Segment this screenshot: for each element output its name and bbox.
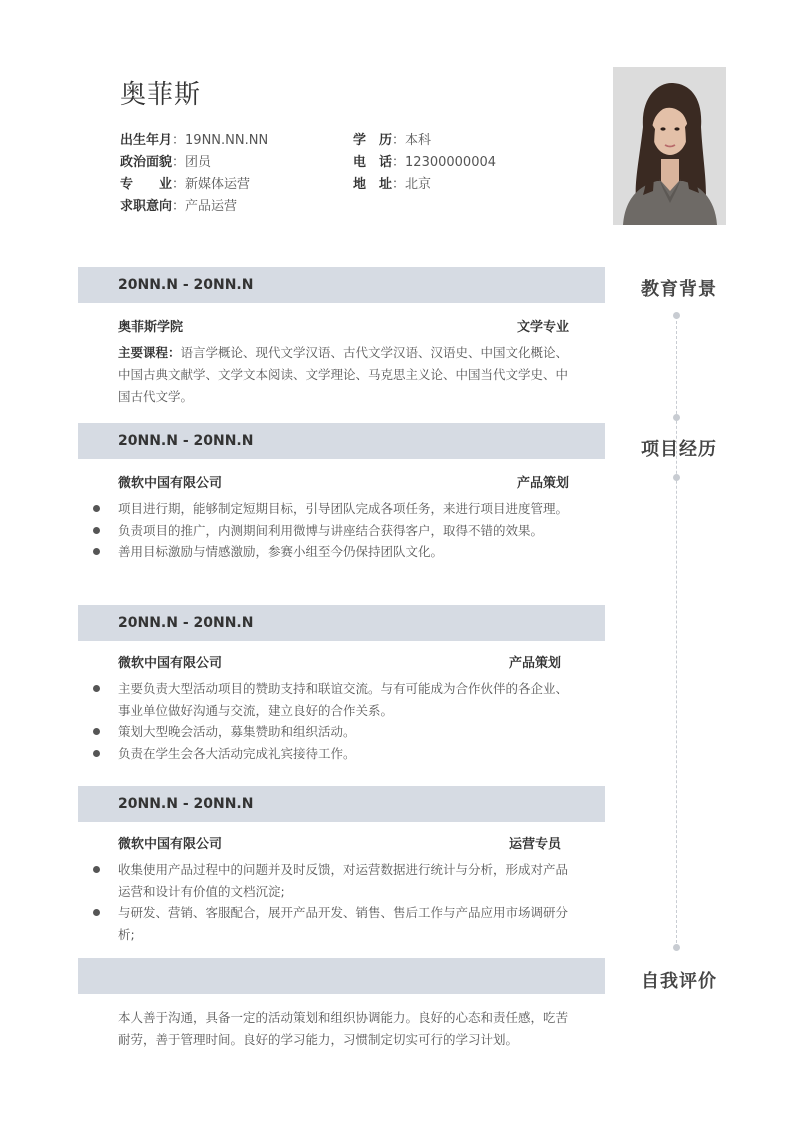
list-item: 策划大型晚会活动，募集赞助和组织活动。 bbox=[90, 721, 575, 743]
project-role: 运营专员 bbox=[508, 837, 561, 852]
project-date-bar bbox=[78, 605, 605, 641]
project-bullets bbox=[90, 859, 575, 945]
project-date: 20NN.N - 20NN.N bbox=[118, 433, 254, 449]
project-company: 微软中国有限公司 bbox=[118, 476, 223, 491]
project-bullets bbox=[90, 498, 575, 563]
info-degree: 学 历：本科 bbox=[353, 133, 432, 148]
list-item: 负责项目的推广，内测期间利用微博与讲座结合获得客户，取得不错的效果。 bbox=[90, 520, 575, 542]
list-item: 负责在学生会各大活动完成礼宾接待工作。 bbox=[90, 743, 575, 765]
timeline-dot bbox=[673, 312, 680, 319]
portrait-illustration bbox=[613, 67, 726, 225]
list-item: 主要负责大型活动项目的赞助支持和联谊交流。与有可能成为合作伙伴的各企业、事业单位做好沟通与交流，建立良好的合作关系。 bbox=[90, 678, 575, 721]
project-date: 20NN.N - 20NN.N bbox=[118, 615, 254, 631]
info-address: 地 址：北京 bbox=[353, 177, 432, 192]
education-major: 文学专业 bbox=[516, 320, 569, 335]
list-item: 善用目标激励与情感激励，参赛小组至今仍保持团队文化。 bbox=[90, 541, 575, 563]
self-evaluation-text: 本人善于沟通，具备一定的活动策划和组织协调能力。良好的心态和责任感，吃苦耐劳，善于管理时间。良好的学习能力，习惯制定切实可行的学习计划。 bbox=[118, 1010, 569, 1047]
side-title-education: 教育背景 bbox=[641, 279, 717, 300]
education-date-bar bbox=[78, 267, 605, 303]
info-political: 政治面貌：团员 bbox=[120, 155, 212, 170]
info-phone: 电 话：12300000004 bbox=[353, 155, 497, 170]
list-item: 与研发、营销、客服配合，展开产品开发、销售、售后工作与产品应用市场调研分析; bbox=[90, 902, 575, 945]
basic-info-left bbox=[120, 130, 268, 218]
courses-label: 主要课程： bbox=[118, 345, 181, 360]
project-date: 20NN.N - 20NN.N bbox=[118, 796, 254, 812]
project-company: 微软中国有限公司 bbox=[118, 656, 223, 671]
basic-info-right bbox=[353, 130, 496, 196]
info-major: 专 业：新媒体运营 bbox=[120, 177, 251, 192]
list-item: 收集使用产品过程中的问题并及时反馈，对运营数据进行统计与分析，形成对产品运营和设计有价值的文档沉淀; bbox=[90, 859, 575, 902]
courses-text: 语言学概论、现代文学汉语、古代文学汉语、汉语史、中国文化概论、中国古典文献学、文学文本阅读、文学理论、马克思主义论、中国当代文学史、中国古代文学。 bbox=[118, 345, 569, 404]
info-birth: 出生年月：19NN.NN.NN bbox=[120, 133, 269, 148]
side-title-self: 自我评价 bbox=[641, 971, 717, 992]
timeline-dot bbox=[673, 414, 680, 421]
project-date-bar bbox=[78, 423, 605, 459]
self-evaluation-bar bbox=[78, 958, 605, 994]
project-role: 产品策划 bbox=[508, 656, 561, 671]
project-bullets bbox=[90, 678, 575, 764]
timeline-dot bbox=[673, 474, 680, 481]
side-title-projects: 项目经历 bbox=[641, 439, 717, 460]
project-date-bar bbox=[78, 786, 605, 822]
education-date: 20NN.N - 20NN.N bbox=[118, 277, 254, 293]
education-courses bbox=[118, 342, 573, 408]
resume-name: 奥菲斯 bbox=[120, 80, 202, 110]
timeline-dot bbox=[673, 944, 680, 951]
portrait-photo bbox=[613, 67, 726, 225]
info-objective: 求职意向：产品运营 bbox=[120, 199, 238, 214]
education-school: 奥菲斯学院 bbox=[118, 320, 184, 335]
list-item: 项目进行期，能够制定短期目标，引导团队完成各项任务，来进行项目进度管理。 bbox=[90, 498, 575, 520]
project-company: 微软中国有限公司 bbox=[118, 837, 223, 852]
timeline-line bbox=[676, 316, 677, 948]
project-role: 产品策划 bbox=[516, 476, 569, 491]
